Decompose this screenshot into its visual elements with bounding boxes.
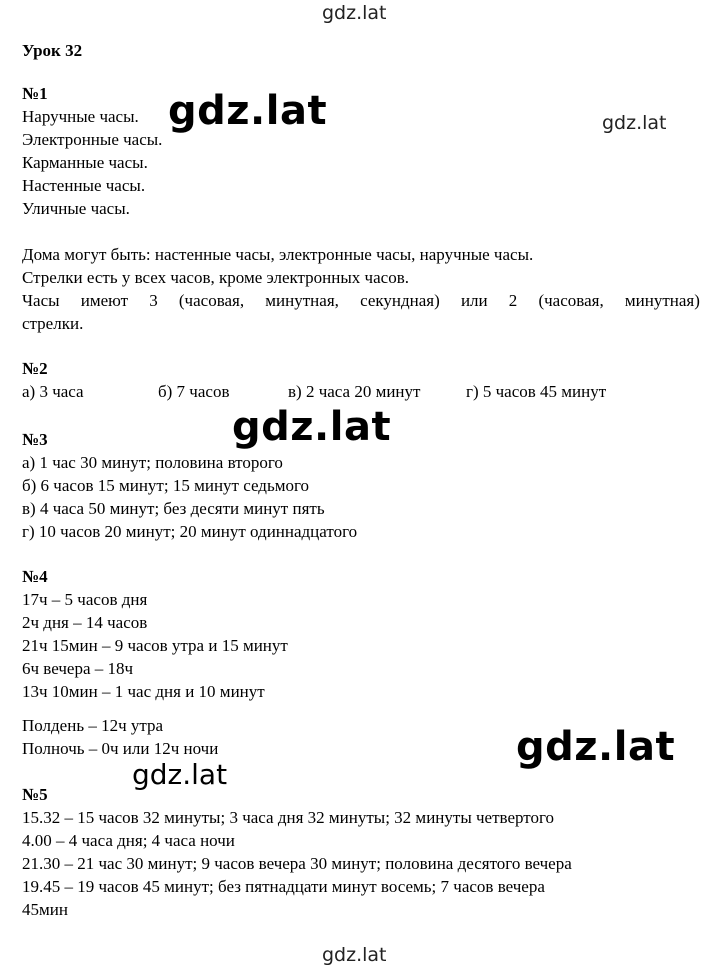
s3-line: в) 4 часа 50 минут; без десяти минут пять [22,499,325,518]
section-3-heading: №3 [22,430,48,449]
s5-line: 4.00 – 4 часа дня; 4 часа ночи [22,831,235,850]
s4-line: 21ч 15мин – 9 часов утра и 15 минут [22,636,288,655]
s2-answer-c: в) 2 часа 20 минут [288,382,421,401]
s4-line: 17ч – 5 часов дня [22,590,148,609]
watermark-right: gdz.lat [602,112,667,134]
s1-line: Карманные часы. [22,153,148,172]
s2-answer-b: б) 7 часов [158,382,230,401]
watermark-large-2: gdz.lat [232,404,392,450]
watermark-large-3: gdz.lat [516,724,676,770]
s4-line: 13ч 10мин – 1 час дня и 10 минут [22,682,265,701]
watermark-bottom: gdz.lat [322,944,387,966]
section-1-heading: №1 [22,84,48,103]
word: минутная, [265,291,339,310]
s2-answer-a: а) 3 часа [22,382,84,401]
section-2-heading: №2 [22,359,48,378]
s1-line: Электронные часы. [22,130,163,149]
word: минутная) [624,291,700,310]
s5-line: 15.32 – 15 часов 32 минуты; 3 часа дня 32 минуты; 32 минуты четвертого [22,808,555,827]
word: или [460,291,488,310]
s1-paragraph-3-line-2: стрелки. [22,314,84,333]
section-4-heading: №4 [22,567,48,586]
word: секундная) [360,291,440,310]
s3-line: г) 10 часов 20 минут; 20 минут одиннадцатого [22,522,358,541]
s5-line: 19.45 – 19 часов 45 минут; без пятнадцати минут восемь; 7 часов вечера [22,877,545,896]
s3-line: б) 6 часов 15 минут; 15 минут седьмого [22,476,309,495]
word: Часы [22,291,60,310]
s5-line: 21.30 – 21 час 30 минут; 9 часов вечера 30 минут; половина десятого вечера [22,854,572,873]
s1-line: Наручные часы. [22,107,139,126]
s1-paragraph-1: Дома могут быть: настенные часы, электронные часы, наручные часы. [22,245,534,264]
word: (часовая, [538,291,604,310]
s5-line: 45мин [22,900,68,919]
s4-noon: Полдень – 12ч утра [22,716,164,735]
s4-line: 2ч дня – 14 часов [22,613,148,632]
word: 2 [508,291,518,310]
s4-line: 6ч вечера – 18ч [22,659,134,678]
s2-answer-d: г) 5 часов 45 минут [466,382,607,401]
section-5-heading: №5 [22,785,48,804]
word: (часовая, [178,291,245,310]
word: имеют [80,291,129,310]
s3-line: а) 1 час 30 минут; половина второго [22,453,283,472]
lesson-title: Урок 32 [22,41,83,60]
s4-midnight: Полночь – 0ч или 12ч ночи [22,739,219,758]
s1-paragraph-3-line-1 [22,289,700,312]
s1-paragraph-2: Стрелки есть у всех часов, кроме электронных часов. [22,268,409,287]
watermark-large-1: gdz.lat [168,88,328,134]
s1-line: Уличные часы. [22,199,130,218]
watermark-top: gdz.lat [322,2,387,24]
word: 3 [149,291,158,310]
s1-line: Настенные часы. [22,176,146,195]
watermark-medium: gdz.lat [132,758,228,791]
